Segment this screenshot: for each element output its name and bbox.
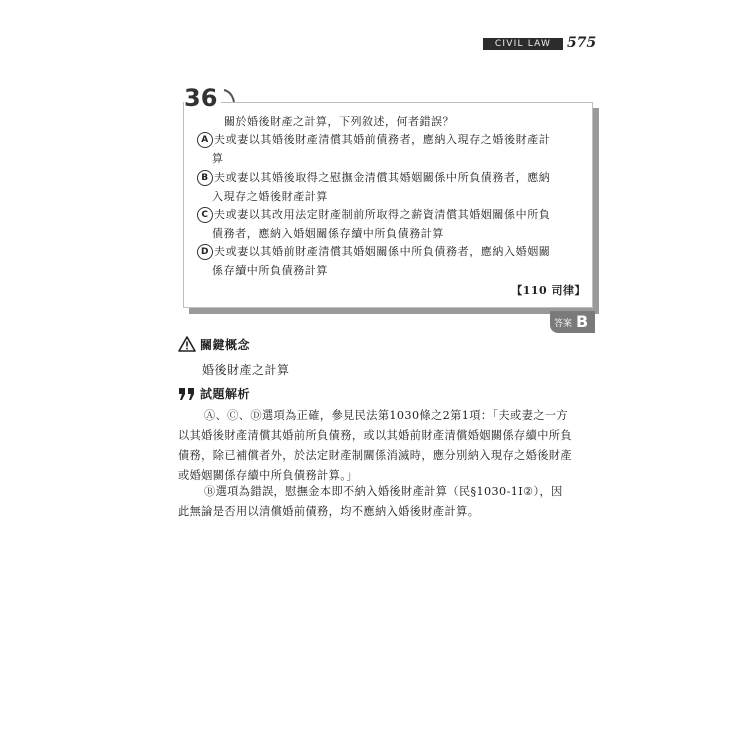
option-text: 夫或妻以其婚後取得之慰撫金清償其婚姻關係中所負債務者，應納 bbox=[214, 171, 551, 184]
key-concept-text: 婚後財產之計算 bbox=[202, 363, 290, 377]
paragraph-line: Ⓐ、Ⓒ、Ⓓ選項為正確，參見民法第1030條之2第1項：「夫或妻之一方 bbox=[204, 409, 568, 422]
answer-value: B bbox=[576, 312, 589, 331]
option-a bbox=[197, 131, 581, 168]
option-letter: D bbox=[197, 244, 213, 260]
analysis-paragraph-2 bbox=[178, 482, 598, 522]
paragraph-line: Ⓑ選項為錯誤，慰撫金本即不納入婚後財產計算（民§1030-1Ⅰ②），因 bbox=[204, 485, 563, 498]
option-text: 夫或妻以其改用法定財產制前所取得之薪資清償其婚姻關係中所負 bbox=[214, 208, 551, 221]
option-text-cont: 入現存之婚後財產計算 bbox=[212, 189, 328, 203]
swirl-decoration-icon bbox=[222, 88, 236, 104]
quote-icon bbox=[178, 387, 196, 401]
analysis-paragraph-1 bbox=[178, 406, 598, 486]
analysis-heading bbox=[178, 385, 250, 402]
paragraph-line: 或婚姻關係存續中所負債務計算。」 bbox=[178, 469, 358, 482]
option-letter: B bbox=[197, 170, 213, 186]
key-concept-title: 關鍵概念 bbox=[200, 338, 251, 352]
analysis-title: 試題解析 bbox=[200, 387, 251, 401]
option-letter: C bbox=[197, 207, 213, 223]
answer-label: 答案 bbox=[554, 319, 573, 329]
key-concept-heading bbox=[178, 336, 250, 353]
option-letter: A bbox=[197, 132, 213, 148]
paragraph-line: 債務，除已補償者外，於法定財產制關係消滅時，應分別納入現存之婚後財產 bbox=[178, 449, 572, 462]
option-text-cont: 債務者，應納入婚姻關係存續中所負債務計算 bbox=[212, 226, 444, 240]
question-number: 36 bbox=[184, 84, 221, 112]
question-source: 【110 司律】 bbox=[511, 284, 586, 297]
paragraph-line: 此無論是否用以清償婚前債務，均不應納入婚後財產計算。 bbox=[178, 505, 480, 518]
option-b bbox=[197, 169, 581, 206]
warning-triangle-icon bbox=[178, 336, 196, 352]
option-c bbox=[197, 206, 581, 243]
option-text: 夫或妻以其婚前財產清償其婚姻關係中所負債務者，應納入婚姻關 bbox=[214, 245, 551, 258]
section-label: CIVIL LAW bbox=[483, 38, 563, 50]
option-text: 夫或妻以其婚後財產清償其婚前債務者，應納入現存之婚後財產計 bbox=[214, 133, 551, 146]
option-d bbox=[197, 243, 581, 280]
answer-tab bbox=[550, 311, 595, 333]
page-number: 575 bbox=[567, 35, 597, 51]
option-text-cont: 算 bbox=[212, 151, 224, 165]
page-header bbox=[483, 35, 597, 52]
paragraph-line: 以其婚後財產清償其婚前所負債務，或以其婚前財產清償婚姻關係存續中所負 bbox=[178, 429, 572, 442]
question-stem: 關於婚後財產之計算，下列敘述，何者錯誤？ bbox=[224, 115, 454, 128]
option-text-cont: 係存續中所負債務計算 bbox=[212, 263, 328, 277]
